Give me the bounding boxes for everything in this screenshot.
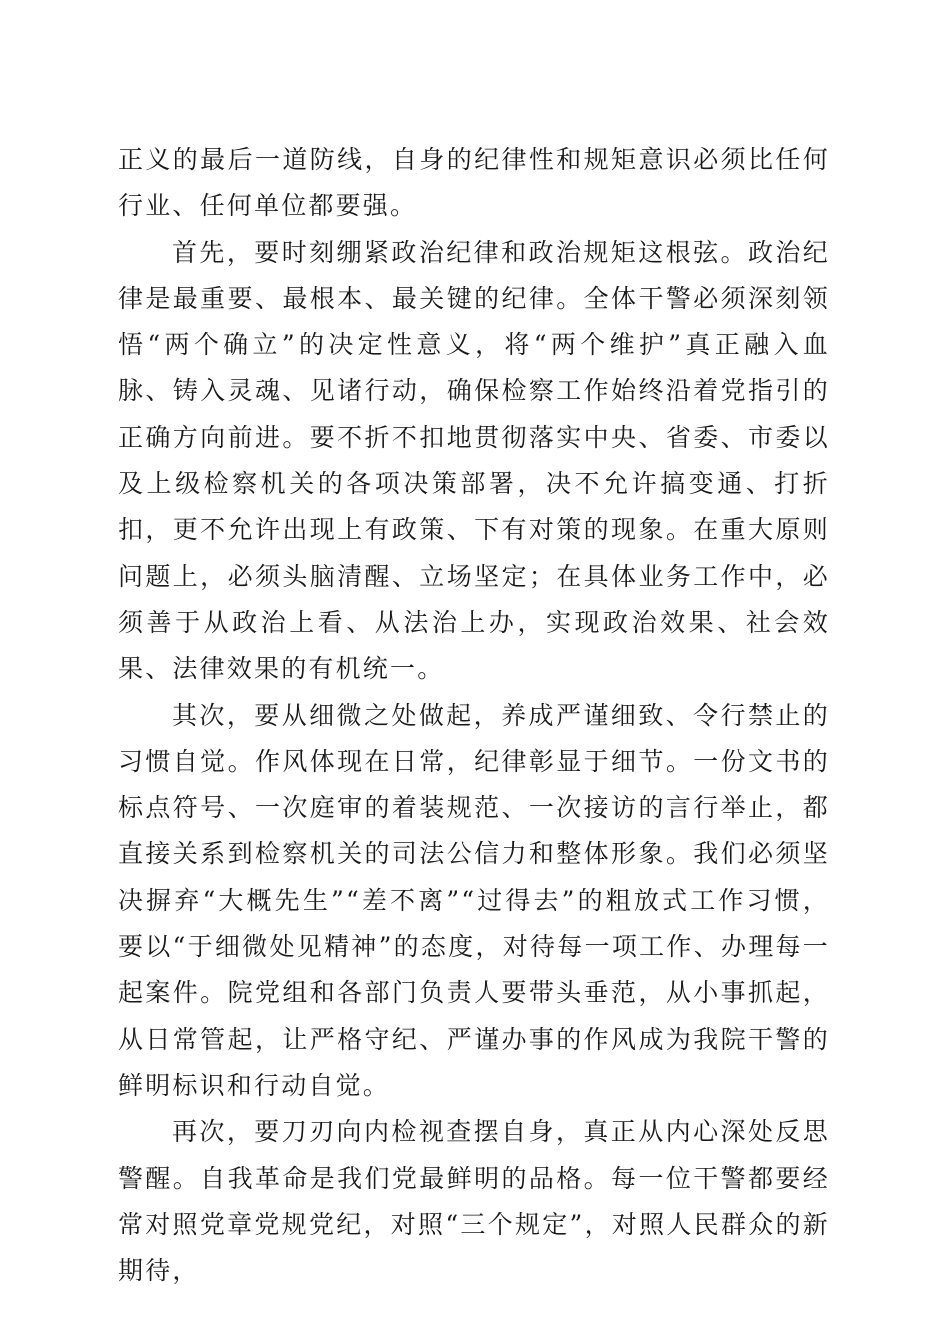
paragraph-attention-to-detail: 其次，要从细微之处做起，养成严谨细致、令行禁止的习惯自觉。作风体现在日常，纪律彰显于细节。一份文书的标点符号、一次庭审的着装规范、一次接访的言行举止，都直接关系到检察机关的司法公信力和整体形象。我们必须坚决摒弃“大概先生”“差不离”“过得去”的粗放式工作习惯，要以“于细微处见精神”的态度，对待每一项工作、办理每一起案件。院党组和各部门负责人要带头垂范，从小事抓起，从日常管起，让严格守纪、严谨办事的作风成为我院干警的鲜明标识和行动自觉。: [118, 700, 830, 1100]
paragraph-continuation: 正义的最后一道防线，自身的纪律性和规矩意识必须比任何行业、任何单位都要强。: [118, 145, 830, 221]
document-body: [118, 137, 830, 1294]
paragraph-self-examination: 再次，要刀刃向内检视查摆自身，真正从内心深处反思警醒。自我革命是我们党最鲜明的品格。每一位干警都要经常对照党章党规党纪，对照“三个规定”，对照人民群众的新期待，: [118, 1117, 830, 1286]
paragraph-political-discipline: 首先，要时刻绷紧政治纪律和政治规矩这根弦。政治纪律是最重要、最根本、最关键的纪律。全体干警必须深刻领悟“两个确立”的决定性意义，将“两个维护”真正融入血脉、铸入灵魂、见诸行动，确保检察工作始终沿着党指引的正确方向前进。要不折不扣地贯彻落实中央、省委、市委以及上级检察机关的各项决策部署，决不允许搞变通、打折扣，更不允许出现上有政策、下有对策的现象。在重大原则问题上，必须头脑清醒、立场坚定；在具体业务工作中，必须善于从政治上看、从法治上办，实现政治效果、社会效果、法律效果的有机统一。: [118, 237, 830, 684]
